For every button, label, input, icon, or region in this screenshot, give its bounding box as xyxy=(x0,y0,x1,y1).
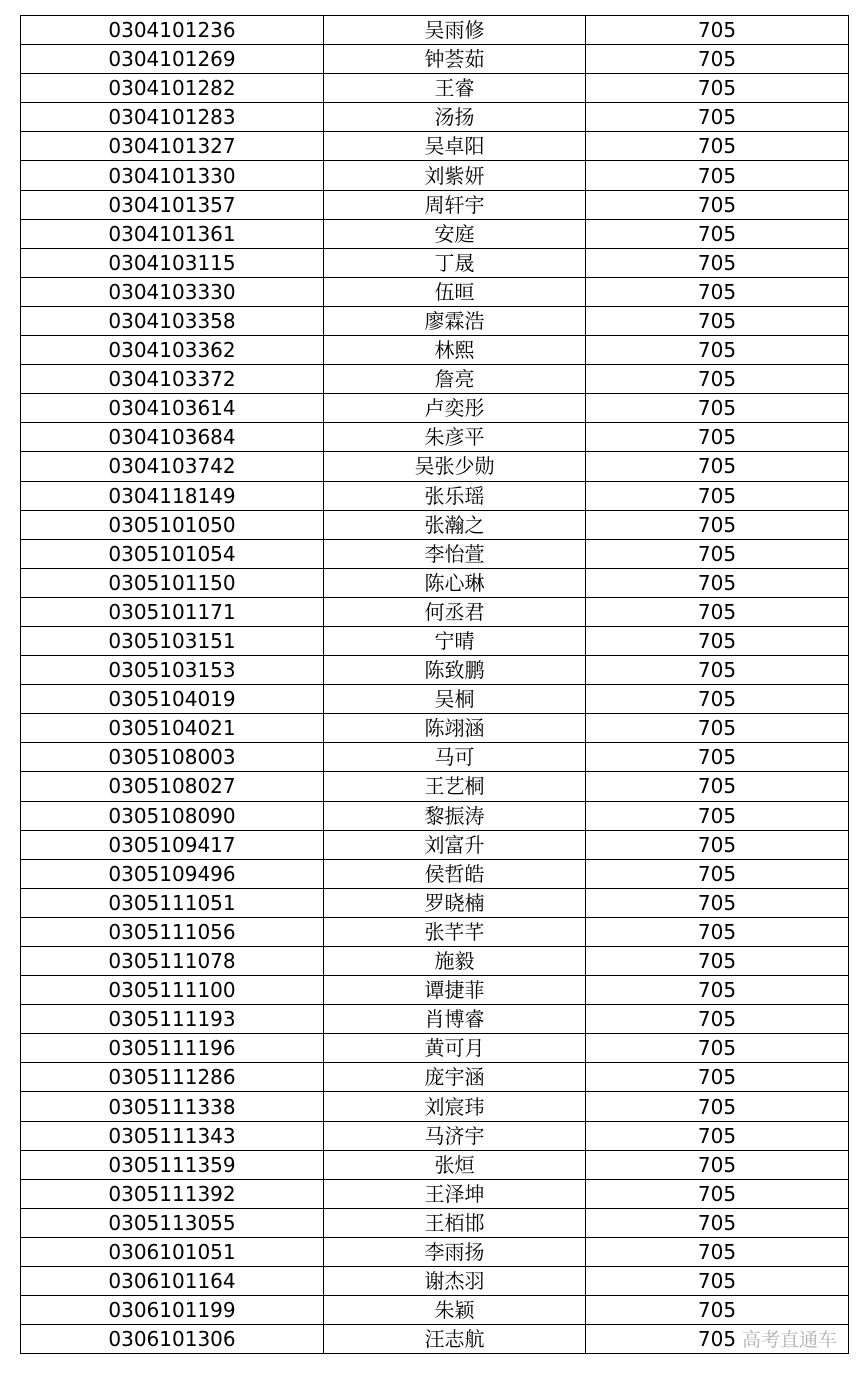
table-row xyxy=(21,1005,849,1034)
score-cell: 705 xyxy=(586,743,849,772)
exam-id-cell: 0304101361 xyxy=(21,219,324,248)
exam-id-cell: 0305111100 xyxy=(21,976,324,1005)
name-cell: 汪志航 xyxy=(324,1325,586,1354)
name-cell: 谢杰羽 xyxy=(324,1267,586,1296)
name-cell: 林熙 xyxy=(324,336,586,365)
score-cell: 705 xyxy=(586,481,849,510)
score-cell: 705 xyxy=(586,45,849,74)
name-cell: 陈致鹏 xyxy=(324,656,586,685)
score-cell: 705 xyxy=(586,1005,849,1034)
name-cell: 王睿 xyxy=(324,74,586,103)
score-cell: 705 xyxy=(586,190,849,219)
score-cell: 705 xyxy=(586,888,849,917)
exam-id-cell: 0304101330 xyxy=(21,161,324,190)
score-cell: 705 xyxy=(586,976,849,1005)
table-row xyxy=(21,277,849,306)
table-row xyxy=(21,830,849,859)
table-row xyxy=(21,1150,849,1179)
table-row xyxy=(21,568,849,597)
name-cell: 吴张少勋 xyxy=(324,452,586,481)
exam-id-cell: 0306101199 xyxy=(21,1296,324,1325)
table-row xyxy=(21,16,849,45)
exam-id-cell: 0305108090 xyxy=(21,801,324,830)
score-cell: 705 xyxy=(586,947,849,976)
name-cell: 刘紫妍 xyxy=(324,161,586,190)
name-cell: 陈翊涵 xyxy=(324,714,586,743)
table-row xyxy=(21,976,849,1005)
exam-id-cell: 0305108027 xyxy=(21,772,324,801)
score-cell: 705 xyxy=(586,539,849,568)
name-cell: 李雨扬 xyxy=(324,1237,586,1266)
table-row xyxy=(21,1034,849,1063)
score-cell: 705 xyxy=(586,1237,849,1266)
exam-id-cell: 0304103115 xyxy=(21,248,324,277)
score-cell: 705 xyxy=(586,1092,849,1121)
score-cell: 705 xyxy=(586,772,849,801)
name-cell: 李怡萱 xyxy=(324,539,586,568)
score-cell: 705 xyxy=(586,597,849,626)
score-table xyxy=(20,15,849,1354)
name-cell: 谭捷菲 xyxy=(324,976,586,1005)
exam-id-cell: 0305101050 xyxy=(21,510,324,539)
score-cell: 705 xyxy=(586,306,849,335)
exam-id-cell: 0305111196 xyxy=(21,1034,324,1063)
exam-id-cell: 0304103330 xyxy=(21,277,324,306)
table-body xyxy=(21,16,849,1354)
table-row xyxy=(21,1179,849,1208)
exam-id-cell: 0305103151 xyxy=(21,626,324,655)
name-cell: 侯哲皓 xyxy=(324,859,586,888)
name-cell: 施毅 xyxy=(324,947,586,976)
name-cell: 何丞君 xyxy=(324,597,586,626)
score-cell: 705 xyxy=(586,1296,849,1325)
name-cell: 周轩宇 xyxy=(324,190,586,219)
exam-id-cell: 0304118149 xyxy=(21,481,324,510)
name-cell: 肖博睿 xyxy=(324,1005,586,1034)
name-cell: 张芊芊 xyxy=(324,917,586,946)
table-row xyxy=(21,743,849,772)
table-row xyxy=(21,103,849,132)
table-row xyxy=(21,510,849,539)
exam-id-cell: 0305104021 xyxy=(21,714,324,743)
table-row xyxy=(21,74,849,103)
exam-id-cell: 0304101357 xyxy=(21,190,324,219)
table-row xyxy=(21,1296,849,1325)
exam-id-cell: 0305109496 xyxy=(21,859,324,888)
score-cell: 705 xyxy=(586,1034,849,1063)
score-cell: 705 xyxy=(586,336,849,365)
score-cell: 705 xyxy=(586,394,849,423)
name-cell: 马济宇 xyxy=(324,1121,586,1150)
exam-id-cell: 0304101283 xyxy=(21,103,324,132)
table-row xyxy=(21,1208,849,1237)
name-cell: 张乐瑶 xyxy=(324,481,586,510)
exam-id-cell: 0305109417 xyxy=(21,830,324,859)
table-row xyxy=(21,423,849,452)
exam-id-cell: 0305111193 xyxy=(21,1005,324,1034)
table-row xyxy=(21,685,849,714)
name-cell: 朱颖 xyxy=(324,1296,586,1325)
table-row xyxy=(21,859,849,888)
exam-id-cell: 0305111392 xyxy=(21,1179,324,1208)
exam-id-cell: 0305108003 xyxy=(21,743,324,772)
score-cell: 705 xyxy=(586,1325,849,1354)
table-row xyxy=(21,190,849,219)
table-row xyxy=(21,1121,849,1150)
name-cell: 王泽坤 xyxy=(324,1179,586,1208)
exam-id-cell: 0305101054 xyxy=(21,539,324,568)
exam-id-cell: 0304103358 xyxy=(21,306,324,335)
score-cell: 705 xyxy=(586,1121,849,1150)
score-cell: 705 xyxy=(586,510,849,539)
score-cell: 705 xyxy=(586,830,849,859)
score-cell: 705 xyxy=(586,714,849,743)
score-cell: 705 xyxy=(586,1208,849,1237)
name-cell: 黄可月 xyxy=(324,1034,586,1063)
score-cell: 705 xyxy=(586,423,849,452)
table-row xyxy=(21,801,849,830)
score-cell: 705 xyxy=(586,917,849,946)
score-cell: 705 xyxy=(586,568,849,597)
table-row xyxy=(21,481,849,510)
exam-id-cell: 0304101327 xyxy=(21,132,324,161)
exam-id-cell: 0305101171 xyxy=(21,597,324,626)
score-cell: 705 xyxy=(586,248,849,277)
exam-id-cell: 0305111051 xyxy=(21,888,324,917)
name-cell: 刘宸玮 xyxy=(324,1092,586,1121)
table-row xyxy=(21,306,849,335)
table-row xyxy=(21,1267,849,1296)
exam-id-cell: 0304101269 xyxy=(21,45,324,74)
score-cell: 705 xyxy=(586,74,849,103)
table-row xyxy=(21,1063,849,1092)
table-row xyxy=(21,336,849,365)
name-cell: 詹亮 xyxy=(324,365,586,394)
name-cell: 王艺桐 xyxy=(324,772,586,801)
exam-id-cell: 0305113055 xyxy=(21,1208,324,1237)
exam-id-cell: 0305111359 xyxy=(21,1150,324,1179)
exam-id-cell: 0306101306 xyxy=(21,1325,324,1354)
table-row xyxy=(21,45,849,74)
score-cell: 705 xyxy=(586,219,849,248)
table-row xyxy=(21,365,849,394)
score-cell: 705 xyxy=(586,161,849,190)
score-cell: 705 xyxy=(586,103,849,132)
name-cell: 丁晟 xyxy=(324,248,586,277)
exam-id-cell: 0305111338 xyxy=(21,1092,324,1121)
score-cell: 705 xyxy=(586,656,849,685)
score-cell: 705 xyxy=(586,859,849,888)
table-row xyxy=(21,917,849,946)
name-cell: 庞宇涵 xyxy=(324,1063,586,1092)
name-cell: 卢奕彤 xyxy=(324,394,586,423)
name-cell: 伍晅 xyxy=(324,277,586,306)
exam-id-cell: 0306101164 xyxy=(21,1267,324,1296)
table-row xyxy=(21,656,849,685)
name-cell: 吴卓阳 xyxy=(324,132,586,161)
name-cell: 张瀚之 xyxy=(324,510,586,539)
name-cell: 刘富升 xyxy=(324,830,586,859)
name-cell: 张烜 xyxy=(324,1150,586,1179)
score-cell: 705 xyxy=(586,16,849,45)
name-cell: 廖霖浩 xyxy=(324,306,586,335)
table-row xyxy=(21,888,849,917)
score-cell: 705 xyxy=(586,1179,849,1208)
table-row xyxy=(21,597,849,626)
exam-id-cell: 0305111343 xyxy=(21,1121,324,1150)
name-cell: 宁晴 xyxy=(324,626,586,655)
exam-id-cell: 0304103372 xyxy=(21,365,324,394)
name-cell: 汤扬 xyxy=(324,103,586,132)
watermark: 高考直通车 xyxy=(741,1329,837,1351)
name-cell: 罗晓楠 xyxy=(324,888,586,917)
name-cell: 吴桐 xyxy=(324,685,586,714)
exam-id-cell: 0305103153 xyxy=(21,656,324,685)
exam-id-cell: 0304101282 xyxy=(21,74,324,103)
score-cell: 705 xyxy=(586,1267,849,1296)
table-row xyxy=(21,947,849,976)
table-row xyxy=(21,539,849,568)
name-cell: 陈心琳 xyxy=(324,568,586,597)
table-row xyxy=(21,772,849,801)
exam-id-cell: 0306101051 xyxy=(21,1237,324,1266)
table-row xyxy=(21,1092,849,1121)
score-cell: 705 xyxy=(586,685,849,714)
score-cell: 705 xyxy=(586,1150,849,1179)
table-row xyxy=(21,132,849,161)
table-row xyxy=(21,248,849,277)
score-cell: 705 xyxy=(586,365,849,394)
name-cell: 吴雨修 xyxy=(324,16,586,45)
score-cell: 705 xyxy=(586,277,849,306)
score-cell: 705 xyxy=(586,1063,849,1092)
score-cell: 705 xyxy=(586,452,849,481)
exam-id-cell: 0304103614 xyxy=(21,394,324,423)
exam-id-cell: 0305104019 xyxy=(21,685,324,714)
table-row xyxy=(21,1325,849,1354)
name-cell: 黎振涛 xyxy=(324,801,586,830)
name-cell: 朱彦平 xyxy=(324,423,586,452)
table-row xyxy=(21,1237,849,1266)
name-cell: 安庭 xyxy=(324,219,586,248)
score-cell: 705 xyxy=(586,626,849,655)
name-cell: 王栢邯 xyxy=(324,1208,586,1237)
name-cell: 马可 xyxy=(324,743,586,772)
table-row xyxy=(21,714,849,743)
table-row xyxy=(21,219,849,248)
exam-id-cell: 0305111078 xyxy=(21,947,324,976)
exam-id-cell: 0304101236 xyxy=(21,16,324,45)
name-cell: 钟荟茹 xyxy=(324,45,586,74)
table-row xyxy=(21,161,849,190)
exam-id-cell: 0304103362 xyxy=(21,336,324,365)
table-row xyxy=(21,626,849,655)
score-cell: 705 xyxy=(586,132,849,161)
table-row xyxy=(21,452,849,481)
score-cell: 705 xyxy=(586,801,849,830)
table-row xyxy=(21,394,849,423)
exam-id-cell: 0305111286 xyxy=(21,1063,324,1092)
exam-id-cell: 0305101150 xyxy=(21,568,324,597)
exam-id-cell: 0304103684 xyxy=(21,423,324,452)
exam-id-cell: 0305111056 xyxy=(21,917,324,946)
exam-id-cell: 0304103742 xyxy=(21,452,324,481)
